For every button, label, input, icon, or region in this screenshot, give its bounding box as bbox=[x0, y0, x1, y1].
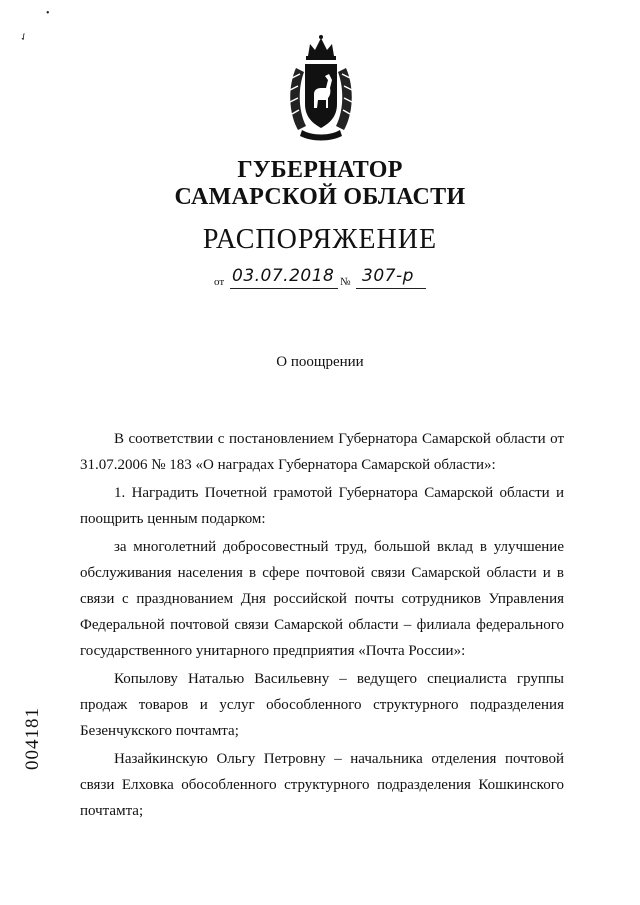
order-number: 307-р bbox=[362, 266, 414, 286]
number-prefix: № bbox=[340, 276, 351, 288]
document-body bbox=[80, 426, 564, 826]
document-subject: О поощрении bbox=[276, 354, 364, 370]
document-type-title: РАСПОРЯЖЕНИЕ bbox=[202, 224, 438, 255]
paragraph-item-1: 1. Наградить Почетной грамотой Губернатора Самарской области и поощрить ценным подарком: bbox=[80, 485, 564, 527]
order-number-line bbox=[214, 266, 434, 290]
scan-mark: • bbox=[46, 8, 50, 19]
order-date: 03.07.2018 bbox=[232, 266, 335, 286]
paragraph-reason: за многолетний добросовестный труд, большой вклад в улучшение обслуживания населения в сфере почтовой связи Самарской области и в связи с празднованием Дня российской почты сотрудников Управления Федеральной почтовой связи Самарской области – филиала федерального государственного унитарного предприятия «Почта России»: bbox=[80, 539, 564, 659]
scan-mark: ✓ bbox=[17, 30, 31, 45]
paragraph-awardee-2: Назайкинскую Ольгу Петровну – начальника отделения почтовой связи Елховка обособленного структурного подразделения Кошкинского почтамта; bbox=[80, 751, 564, 819]
governor-title: ГУБЕРНАТОР bbox=[237, 157, 403, 183]
coat-of-arms-icon bbox=[284, 34, 358, 142]
region-title: САМАРСКОЙ ОБЛАСТИ bbox=[174, 184, 466, 210]
date-prefix: от bbox=[214, 276, 225, 288]
date-underline bbox=[230, 288, 338, 289]
document-serial-number: 004181 bbox=[22, 707, 43, 770]
number-underline bbox=[356, 288, 426, 289]
paragraph-preamble: В соответствии с постановлением Губернатора Самарской области от 31.07.2006 № 183 «О наградах Губернатора Самарской области»: bbox=[80, 431, 564, 473]
paragraph-awardee-1: Копылову Наталью Васильевну – ведущего специалиста группы продаж товаров и услуг обособленного структурного подразделения Безенчукского почтамта; bbox=[80, 671, 564, 739]
